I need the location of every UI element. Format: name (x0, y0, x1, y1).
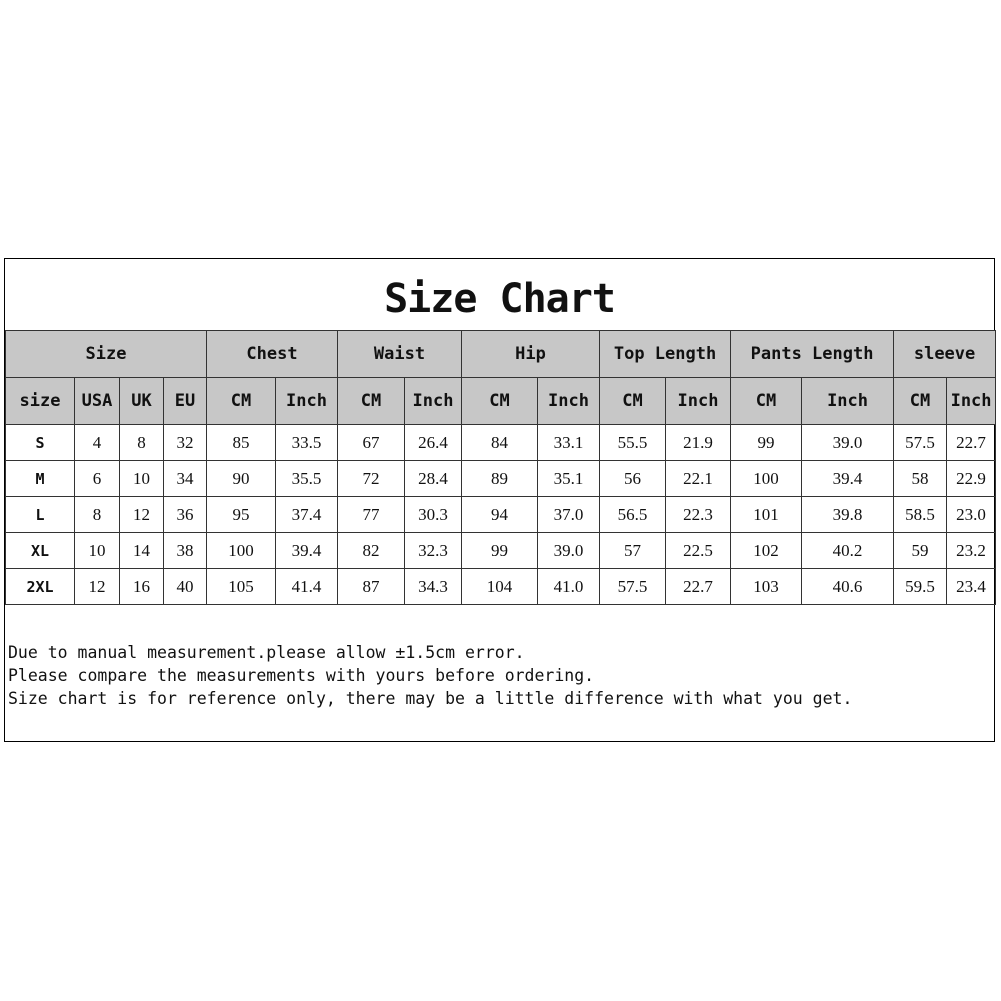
table-cell: 22.5 (666, 533, 731, 569)
group-chest: Chest (207, 331, 338, 378)
notes (8, 641, 988, 710)
table-cell: 40.6 (802, 569, 894, 605)
table-cell: 4 (75, 425, 120, 461)
table-cell: 87 (338, 569, 405, 605)
table-cell: 41.0 (538, 569, 600, 605)
table-cell: 39.4 (276, 533, 338, 569)
subheader-cell: Inch (276, 378, 338, 425)
table-cell: 99 (462, 533, 538, 569)
subheader-cell: USA (75, 378, 120, 425)
table-cell: 36 (164, 497, 207, 533)
chart-title: Size Chart (384, 276, 615, 322)
size-label-cell: M (6, 461, 75, 497)
table-cell: 39.0 (538, 533, 600, 569)
table-cell: 99 (731, 425, 802, 461)
table-cell: 33.1 (538, 425, 600, 461)
table-cell: 82 (338, 533, 405, 569)
table-cell: 56 (600, 461, 666, 497)
table-cell: 56.5 (600, 497, 666, 533)
table-cell: 58.5 (894, 497, 947, 533)
size-label-cell: XL (6, 533, 75, 569)
table-cell: 40.2 (802, 533, 894, 569)
table-row (6, 425, 996, 461)
table-cell: 22.7 (947, 425, 996, 461)
table-cell: 33.5 (276, 425, 338, 461)
table-cell: 30.3 (405, 497, 462, 533)
table-cell: 57.5 (894, 425, 947, 461)
group-top-length: Top Length (600, 331, 731, 378)
subheader-cell: EU (164, 378, 207, 425)
table-cell: 67 (338, 425, 405, 461)
subheader-cell: UK (120, 378, 164, 425)
table-cell: 10 (120, 461, 164, 497)
table-cell: 103 (731, 569, 802, 605)
table-cell: 90 (207, 461, 276, 497)
table-cell: 35.1 (538, 461, 600, 497)
table-cell: 21.9 (666, 425, 731, 461)
subheader-cell: CM (731, 378, 802, 425)
group-hip: Hip (462, 331, 600, 378)
table-cell: 94 (462, 497, 538, 533)
table-cell: 39.8 (802, 497, 894, 533)
table-cell: 59 (894, 533, 947, 569)
size-rows (6, 425, 996, 605)
table-cell: 40 (164, 569, 207, 605)
table-cell: 37.4 (276, 497, 338, 533)
table-cell: 34.3 (405, 569, 462, 605)
table-cell: 84 (462, 425, 538, 461)
table-cell: 39.0 (802, 425, 894, 461)
table-cell: 34 (164, 461, 207, 497)
table-cell: 8 (120, 425, 164, 461)
table-cell: 55.5 (600, 425, 666, 461)
table-cell: 26.4 (405, 425, 462, 461)
table-cell: 77 (338, 497, 405, 533)
table-row (6, 461, 996, 497)
table-cell: 102 (731, 533, 802, 569)
subheader-cell: CM (462, 378, 538, 425)
table-cell: 39.4 (802, 461, 894, 497)
table-cell: 100 (207, 533, 276, 569)
table-cell: 72 (338, 461, 405, 497)
size-label-cell: L (6, 497, 75, 533)
group-size: Size (6, 331, 207, 378)
table-cell: 23.2 (947, 533, 996, 569)
size-chart-frame (4, 258, 995, 742)
table-cell: 105 (207, 569, 276, 605)
group-sleeve: sleeve (894, 331, 996, 378)
table-cell: 104 (462, 569, 538, 605)
table-cell: 35.5 (276, 461, 338, 497)
subheader-cell: CM (894, 378, 947, 425)
table-row (6, 533, 996, 569)
size-table (5, 330, 996, 605)
table-cell: 22.9 (947, 461, 996, 497)
group-waist: Waist (338, 331, 462, 378)
table-cell: 22.1 (666, 461, 731, 497)
table-cell: 14 (120, 533, 164, 569)
subheader-cell: CM (338, 378, 405, 425)
table-row (6, 569, 996, 605)
subheader-cell: size (6, 378, 75, 425)
table-cell: 23.4 (947, 569, 996, 605)
table-cell: 22.7 (666, 569, 731, 605)
table-cell: 32 (164, 425, 207, 461)
size-label-cell: 2XL (6, 569, 75, 605)
table-cell: 23.0 (947, 497, 996, 533)
table-cell: 6 (75, 461, 120, 497)
subheader-cell: Inch (947, 378, 996, 425)
subheader-cell: Inch (405, 378, 462, 425)
table-cell: 85 (207, 425, 276, 461)
table-cell: 22.3 (666, 497, 731, 533)
table-cell: 95 (207, 497, 276, 533)
note-line: Size chart is for reference only, there may be a little difference with what you get. (8, 689, 853, 708)
table-cell: 10 (75, 533, 120, 569)
sub-header-row (6, 378, 996, 425)
table-cell: 12 (120, 497, 164, 533)
table-cell: 8 (75, 497, 120, 533)
table-cell: 58 (894, 461, 947, 497)
table-cell: 38 (164, 533, 207, 569)
subheader-cell: Inch (802, 378, 894, 425)
table-cell: 100 (731, 461, 802, 497)
table-cell: 57.5 (600, 569, 666, 605)
table-cell: 57 (600, 533, 666, 569)
table-row (6, 497, 996, 533)
note-line: Due to manual measurement.please allow ±1.5cm error. (8, 643, 525, 662)
subheader-cell: CM (207, 378, 276, 425)
table-cell: 101 (731, 497, 802, 533)
group-header-row (6, 331, 996, 378)
subheader-cell: CM (600, 378, 666, 425)
table-cell: 12 (75, 569, 120, 605)
table-cell: 89 (462, 461, 538, 497)
subheader-cell: Inch (538, 378, 600, 425)
table-cell: 59.5 (894, 569, 947, 605)
table-cell: 41.4 (276, 569, 338, 605)
table-cell: 28.4 (405, 461, 462, 497)
note-line: Please compare the measurements with yours before ordering. (8, 666, 595, 685)
size-label-cell: S (6, 425, 75, 461)
table-cell: 37.0 (538, 497, 600, 533)
table-cell: 32.3 (405, 533, 462, 569)
subheader-cell: Inch (666, 378, 731, 425)
group-pants-length: Pants Length (731, 331, 894, 378)
table-cell: 16 (120, 569, 164, 605)
